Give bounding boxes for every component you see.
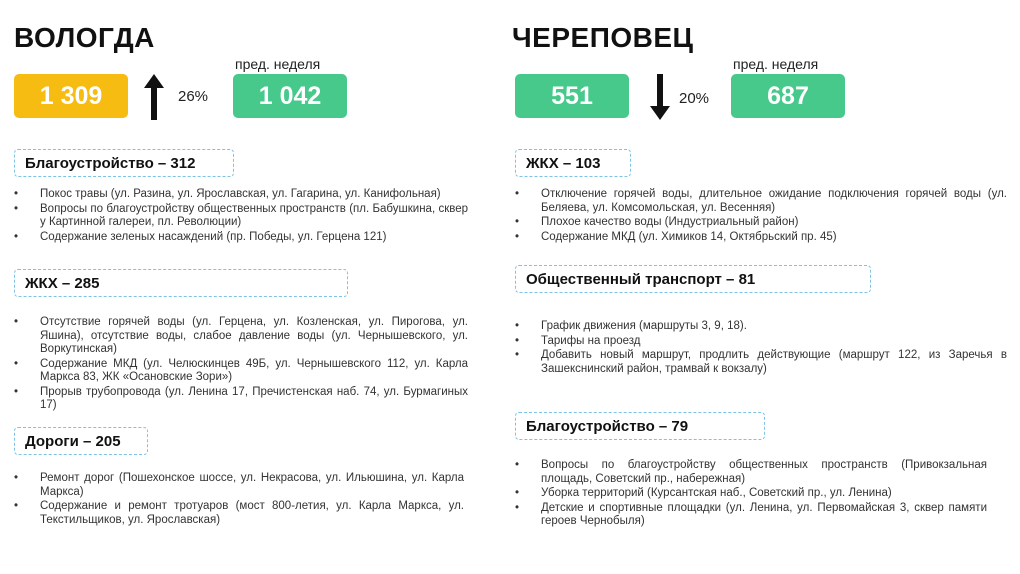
category-title-vologda-2: ЖКХ – 285 <box>14 269 348 297</box>
prev-count-cherepovets: 687 <box>731 74 845 118</box>
list-item: • Отсутствие горячей воды (ул. Герцена, ул. Козленская, ул. Пирогова, ул. Яшина), отсутствие воды, слабое давление воды (ул. Чернышевского, ул. Воркутинская) <box>14 316 468 357</box>
arrow-down-icon <box>650 74 670 120</box>
list-item: • Содержание и ремонт тротуаров (мост 800-летия, ул. Карла Маркса, ул. Текстильщиков, ул. Ярославская) <box>14 500 464 527</box>
city-title-cherepovets: ЧЕРЕПОВЕЦ <box>512 22 694 53</box>
category-list-vologda-3 <box>14 472 464 528</box>
change-percent-vologda: 26% <box>178 88 209 105</box>
list-item: • Тарифы на проезд <box>515 335 1007 349</box>
category-title-cherepovets-1: ЖКХ – 103 <box>515 149 631 177</box>
change-percent-cherepovets: 20% <box>679 90 710 107</box>
list-item: • Отключение горячей воды, длительное ожидание подключения горячей воды (ул. Беляева, ул. Комсомольская, ул. Весенняя) <box>515 188 1007 215</box>
category-list-vologda-1 <box>14 188 468 245</box>
current-count-vologda: 1 309 <box>14 74 128 118</box>
list-item: • Добавить новый маршрут, продлить действующие (маршрут 122, из Заречья в Зашекснинский район, трамвай к вокзалу) <box>515 349 1007 376</box>
prev-count-vologda: 1 042 <box>233 74 347 118</box>
list-item: • Плохое качество воды (Индустриальный район) <box>515 216 1007 230</box>
prev-week-label-cherepovets: пред. неделя <box>733 56 819 72</box>
list-item: • Вопросы по благоустройству общественных пространств (пл. Бабушкина, сквер у Картинной галереи, пл. Революции) <box>14 203 468 230</box>
category-list-cherepovets-1 <box>515 188 1007 245</box>
category-title-cherepovets-3: Благоустройство – 79 <box>515 412 765 440</box>
category-title-cherepovets-2: Общественный транспорт – 81 <box>515 265 871 293</box>
list-item: • Содержание зеленых насаждений (пр. Победы, ул. Герцена 121) <box>14 231 468 245</box>
list-item: • Ремонт дорог (Пошехонское шоссе, ул. Некрасова, ул. Ильюшина, ул. Карла Маркса) <box>14 472 464 499</box>
city-title-vologda: ВОЛОГДА <box>14 22 155 53</box>
list-item: • Покос травы (ул. Разина, ул. Ярославская, ул. Гагарина, ул. Канифольная) <box>14 188 468 202</box>
arrow-up-icon <box>144 74 164 120</box>
list-item: • Содержание МКД (ул. Челюскинцев 49Б, ул. Чернышевского 112, ул. Карла Маркса 83, ЖК «Осановские Зори») <box>14 358 468 385</box>
category-list-vologda-2 <box>14 316 468 414</box>
prev-week-label-vologda: пред. неделя <box>235 56 321 72</box>
list-item: • Уборка территорий (Курсантская наб., Советский пр., ул. Ленина) <box>515 487 987 501</box>
category-title-vologda-1: Благоустройство – 312 <box>14 149 234 177</box>
list-item: • Детские и спортивные площадки (ул. Ленина, ул. Первомайская 3, сквер памяти героев Чернобыля) <box>515 502 987 529</box>
category-title-vologda-3: Дороги – 205 <box>14 427 148 455</box>
list-item: • Прорыв трубопровода (ул. Ленина 17, Пречистенская наб. 74, ул. Бурмагиных 17) <box>14 386 468 413</box>
list-item: • Вопросы по благоустройству общественных пространств (Привокзальная площадь, Советский пр., набережная) <box>515 459 987 486</box>
category-list-cherepovets-3 <box>515 459 987 530</box>
list-item: • График движения (маршруты 3, 9, 18). <box>515 320 1007 334</box>
current-count-cherepovets: 551 <box>515 74 629 118</box>
category-list-cherepovets-2 <box>515 320 1007 377</box>
list-item: • Содержание МКД (ул. Химиков 14, Октябрьский пр. 45) <box>515 231 1007 245</box>
